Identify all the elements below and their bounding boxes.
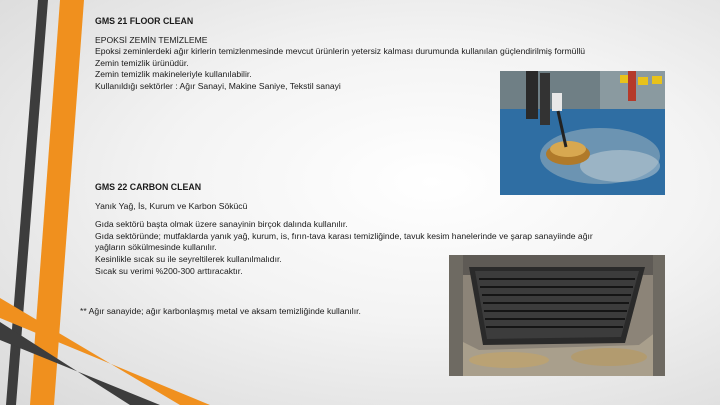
section2-line: Kesinlikle sıcak su ile seyreltilerek kullanılmalıdır. — [95, 253, 282, 264]
section2-line: yağların sökülmesinde kullanılır. — [95, 242, 217, 253]
note-text: ** Ağır sanayide; ağır karbonlaşmış metal ve aksam temizliğinde kullanılır. — [80, 306, 361, 316]
section1-line: Epoksi zeminlerdeki ağır kirlerin temizlenmesinde mevcut ürünlerin yetersiz kalması durumunda kullanılan güçlendirilmiş formüllü — [95, 46, 586, 57]
section2-subtitle: Yanık Yağ, İs, Kurum ve Karbon Sökücü — [95, 200, 248, 211]
section1-title: GMS 21 FLOOR CLEAN — [95, 16, 194, 26]
section1-line: Zemin temizlik ürünüdür. — [95, 57, 189, 68]
section1-line: Kullanıldığı sektörler : Ağır Sanayi, Makine Saniye, Tekstil sanayi — [95, 80, 341, 91]
section1-line: Zemin temizlik makineleriyle kullanılabilir. — [95, 69, 252, 80]
footnote — [80, 306, 580, 318]
section2-line: Gıda sektöründe; mutfaklarda yanık yağ, kurum, is, fırın-tava karası temizliğinde, tavuk kesim hanelerinde ve şarap sanayiinde ağır — [95, 230, 593, 241]
section2-line: Sıcak su verimi %200-300 arttıracaktır. — [95, 265, 243, 276]
section2-title: GMS 22 CARBON CLEAN — [95, 182, 202, 192]
section2-line: Gıda sektörü başta olmak üzere sanayinin birçok dalında kullanılır. — [95, 219, 348, 230]
dark-stripe-bottom — [0, 322, 160, 405]
section1-subtitle: EPOKSİ ZEMİN TEMİZLEME — [95, 34, 208, 45]
floor-cleaning-photo — [500, 71, 665, 195]
